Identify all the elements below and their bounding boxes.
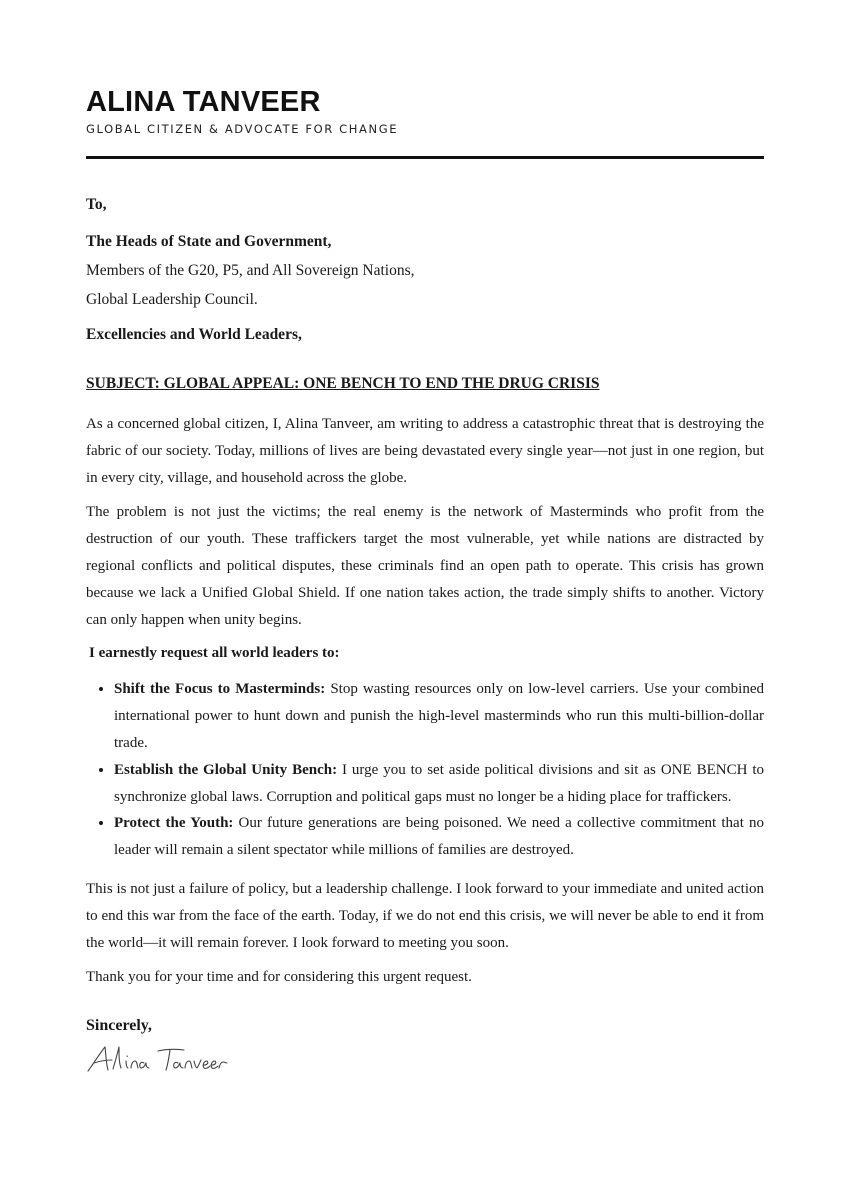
list-item-title: Shift the Focus to Masterminds: [114, 681, 326, 698]
subject-line: SUBJECT: GLOBAL APPEAL: ONE BENCH TO END THE DRUG CRISIS [86, 375, 600, 392]
request-list [86, 676, 764, 864]
list-item-text: Our future generations are being poisoned. We need a collective commitment that no leader will remain a silent spectator while millions of families are destroyed. [114, 815, 764, 859]
header-divider [86, 156, 764, 159]
letter-body [86, 190, 764, 1077]
recipient-to: To, [86, 196, 107, 213]
list-item [114, 757, 764, 811]
letterhead [86, 84, 764, 136]
body-paragraph: As a concerned global citizen, I, Alina Tanveer, am writing to address a catastrophic threat that is destroying the fabric of our society. Today, millions of lives are being devastated every single year—not just in one region, but in every city, village, and household across the globe. [86, 416, 764, 486]
recipient-line-1: The Heads of State and Government, [86, 233, 332, 250]
body-paragraph: The problem is not just the victims; the real enemy is the network of Masterminds who profit from the destruction of our youth. These traffickers target the most vulnerable, yet while nations are distracted by regional conflicts and political disputes, these criminals find an open path to operate. This crisis has grown because we lack a Unified Global Shield. If one nation takes action, the trade simply shifts to another. Victory can only happen when unity begins. [86, 504, 764, 628]
sender-name: ALINA TANVEER [86, 86, 321, 118]
salutation: Excellencies and World Leaders, [86, 326, 302, 343]
list-item [114, 810, 764, 864]
list-item [114, 676, 764, 756]
list-item-title: Establish the Global Unity Bench: [114, 761, 338, 778]
handwritten-signature [86, 1041, 231, 1077]
recipient-line-3: Global Leadership Council. [86, 291, 258, 308]
recipient-line-2: Members of the G20, P5, and All Sovereign Nations, [86, 262, 415, 279]
list-item-title: Protect the Youth: [114, 815, 234, 832]
closing-paragraph: This is not just a failure of policy, but a leadership challenge. I look forward to your immediate and united action to end this war from the face of the earth. Today, if we do not end this crisis, we will never be able to end it from the world—it will remain forever. I look forward to meeting you soon. [86, 880, 764, 951]
request-heading: I earnestly request all world leaders to: [89, 645, 340, 662]
closing-text: Sincerely, [86, 1017, 152, 1035]
closing-paragraph: Thank you for your time and for considering this urgent request. [86, 969, 472, 986]
list-item-text: I urge you to set aside political divisions and sit as ONE BENCH to synchronize global laws. Corruption and political gaps must no longer be a hiding place for traffickers. [114, 761, 764, 805]
list-item-text: Stop wasting resources only on low-level carriers. Use your combined international power to hunt down and punish the high-level masterminds who run this multi-billion-dollar trade. [114, 681, 764, 751]
sender-tagline: GLOBAL CITIZEN & ADVOCATE FOR CHANGE [86, 122, 399, 136]
